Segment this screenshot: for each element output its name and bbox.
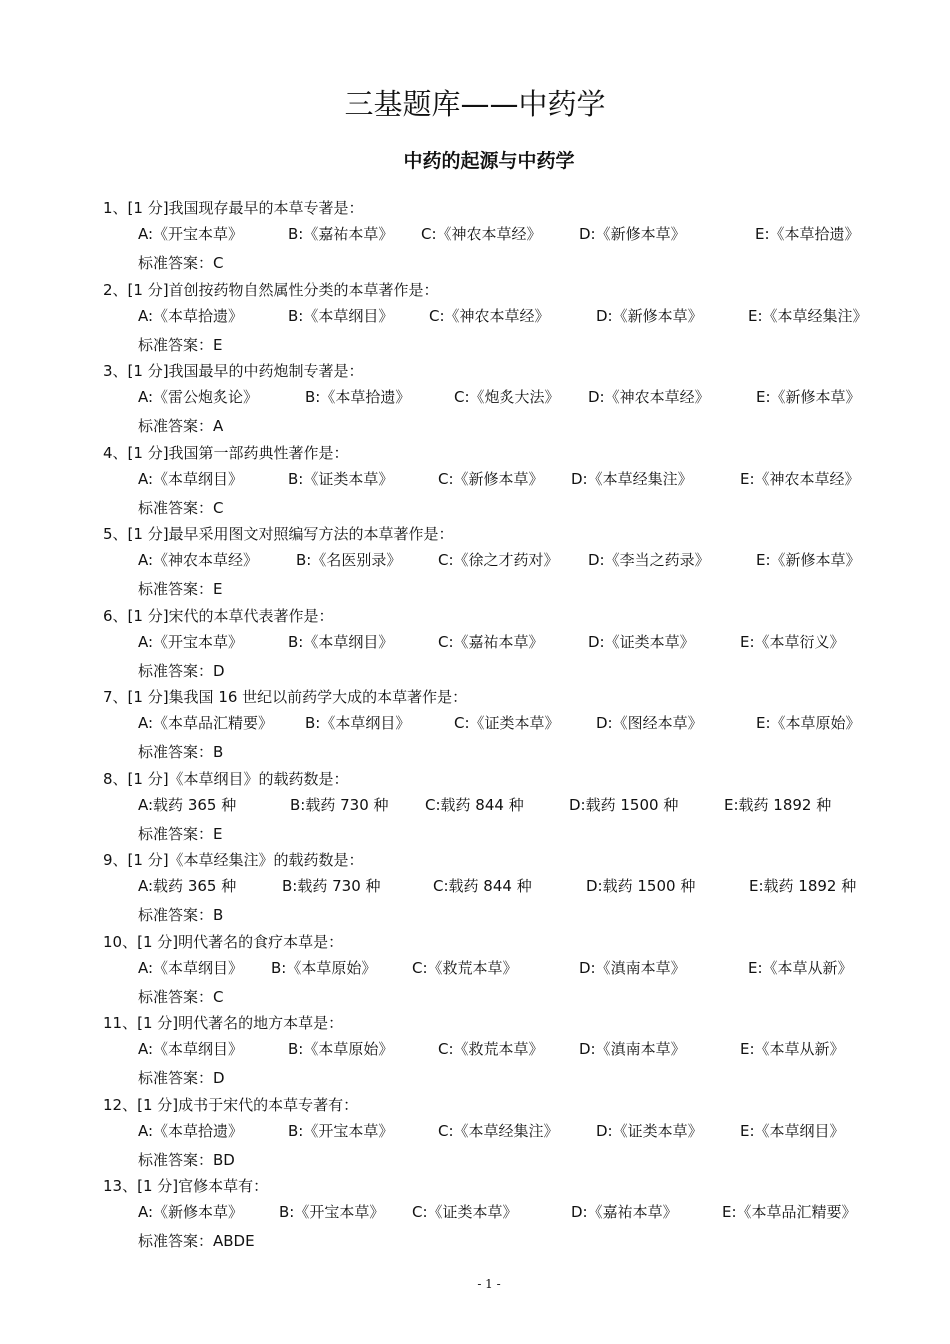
- option-c: C:载药 844 种: [425, 795, 524, 814]
- option-e: E:载药 1892 种: [724, 795, 832, 814]
- option-a: A:《本草品汇精要》: [138, 714, 274, 732]
- option-c: C:《徐之才药对》: [438, 551, 559, 569]
- standard-answer: 标准答案：E: [138, 335, 223, 354]
- option-b: B:载药 730 种: [290, 795, 389, 814]
- question-4: [103, 440, 903, 522]
- option-d: D:《本草经集注》: [571, 469, 693, 488]
- option-d: D:《李当之药录》: [588, 551, 710, 569]
- option-e: E:《新修本草》: [756, 551, 861, 569]
- standard-answer: 标准答案：ABDE: [138, 1232, 255, 1250]
- option-b: B:《开宝本草》: [279, 1203, 385, 1221]
- question-7: [103, 684, 903, 766]
- question-2: [103, 277, 903, 359]
- option-e: E:载药 1892 种: [749, 877, 857, 895]
- option-a: A:《本草拾遗》: [138, 1121, 244, 1140]
- question-9: [103, 847, 903, 929]
- option-e: E:《本草品汇精要》: [722, 1203, 857, 1221]
- standard-answer: 标准答案：E: [138, 824, 223, 843]
- option-a: A:《新修本草》: [138, 1203, 244, 1221]
- question-stem: 11、[1 分]明代著名的地方本草是：: [103, 1014, 344, 1032]
- option-d: D:《图经本草》: [596, 714, 703, 732]
- question-stem: 2、[1 分]首创按药物自然属性分类的本草著作是：: [103, 280, 439, 299]
- question-stem: 10、[1 分]明代著名的食疗本草是：: [103, 932, 344, 951]
- question-13: [103, 1173, 903, 1255]
- question-10: [103, 929, 903, 1011]
- standard-answer: 标准答案：E: [138, 580, 223, 598]
- section-title: 中药的起源与中药学: [403, 150, 575, 172]
- option-c: C:《证类本草》: [412, 1203, 518, 1221]
- option-d: D:《嘉祐本草》: [571, 1203, 678, 1221]
- option-e: E:《本草纲目》: [740, 1121, 845, 1140]
- question-8: [103, 766, 903, 848]
- option-c: C:《证类本草》: [454, 714, 560, 732]
- option-d: D:载药 1500 种: [569, 795, 679, 814]
- option-a: A:载药 365 种: [138, 795, 237, 814]
- question-stem: 7、[1 分]集我国 16 世纪以前药学大成的本草著作是：: [103, 688, 468, 706]
- standard-answer: 标准答案：D: [138, 661, 225, 680]
- option-d: D:载药 1500 种: [586, 877, 696, 895]
- question-12: [103, 1092, 903, 1174]
- question-stem: 12、[1 分]成书于宋代的本草专著有：: [103, 1095, 359, 1114]
- option-e: E:《新修本草》: [756, 388, 861, 406]
- option-d: D:《神农本草经》: [588, 388, 710, 406]
- option-e: E:《本草衍义》: [740, 632, 845, 651]
- option-c: C:《神农本草经》: [429, 306, 550, 325]
- option-b: B:《嘉祐本草》: [288, 225, 394, 243]
- option-a: A:《雷公炮炙论》: [138, 388, 259, 406]
- option-d: D:《证类本草》: [596, 1121, 703, 1140]
- standard-answer: 标准答案：B: [138, 743, 224, 761]
- option-c: C:《救荒本草》: [412, 958, 518, 977]
- option-d: D:《新修本草》: [596, 306, 703, 325]
- question-stem: 8、[1 分]《本草纲目》的载药数是：: [103, 769, 349, 788]
- option-a: A:《开宝本草》: [138, 632, 244, 651]
- standard-answer: 标准答案：C: [138, 498, 224, 517]
- standard-answer: 标准答案：C: [138, 987, 224, 1006]
- question-3: [103, 358, 903, 440]
- standard-answer: 标准答案：C: [138, 254, 224, 272]
- question-5: [103, 521, 903, 603]
- option-b: B:《本草原始》: [271, 958, 377, 977]
- option-e: E:《本草原始》: [756, 714, 861, 732]
- question-6: [103, 603, 903, 685]
- option-e: E:《本草从新》: [748, 958, 853, 977]
- standard-answer: 标准答案：D: [138, 1069, 225, 1087]
- option-c: C:《神农本草经》: [421, 225, 542, 243]
- question-stem: 13、[1 分]官修本草有：: [103, 1177, 269, 1195]
- question-stem: 3、[1 分]我国最早的中药炮制专著是：: [103, 362, 364, 380]
- option-c: C:《新修本草》: [438, 469, 544, 488]
- option-b: B:《证类本草》: [288, 469, 394, 488]
- question-stem: 6、[1 分]宋代的本草代表著作是：: [103, 606, 334, 625]
- option-b: B:《本草拾遗》: [305, 388, 411, 406]
- option-a: A:《本草纲目》: [138, 1040, 244, 1058]
- question-1: [103, 195, 903, 277]
- option-d: D:《滇南本草》: [579, 1040, 686, 1058]
- option-b: B:《本草纲目》: [288, 632, 394, 651]
- page-title: 三基题库——中药学: [344, 87, 606, 121]
- option-a: A:《开宝本草》: [138, 225, 244, 243]
- standard-answer: 标准答案：A: [138, 417, 224, 435]
- option-d: D:《证类本草》: [588, 632, 695, 651]
- question-stem: 1、[1 分]我国现存最早的本草专著是：: [103, 199, 364, 217]
- option-b: B:载药 730 种: [282, 877, 381, 895]
- option-b: B:《开宝本草》: [288, 1121, 394, 1140]
- option-e: E:《神农本草经》: [740, 469, 860, 488]
- question-stem: 4、[1 分]我国第一部药典性著作是：: [103, 443, 349, 462]
- option-e: E:《本草从新》: [740, 1040, 845, 1058]
- option-a: A:《本草纲目》: [138, 469, 244, 488]
- option-c: C:载药 844 种: [433, 877, 532, 895]
- option-c: C:《炮炙大法》: [454, 388, 560, 406]
- option-d: D:《滇南本草》: [579, 958, 686, 977]
- question-stem: 9、[1 分]《本草经集注》的载药数是：: [103, 851, 364, 869]
- standard-answer: 标准答案：BD: [138, 1150, 235, 1169]
- option-c: C:《嘉祐本草》: [438, 632, 544, 651]
- option-d: D:《新修本草》: [579, 225, 686, 243]
- option-a: A:载药 365 种: [138, 877, 237, 895]
- question-list: [103, 195, 903, 1255]
- standard-answer: 标准答案：B: [138, 906, 224, 924]
- question-11: [103, 1010, 903, 1092]
- option-e: E:《本草拾遗》: [755, 225, 860, 243]
- option-c: C:《救荒本草》: [438, 1040, 544, 1058]
- option-a: A:《神农本草经》: [138, 551, 259, 569]
- option-b: B:《本草原始》: [288, 1040, 394, 1058]
- option-a: A:《本草纲目》: [138, 958, 244, 977]
- question-stem: 5、[1 分]最早采用图文对照编写方法的本草著作是：: [103, 525, 454, 543]
- option-b: B:《本草纲目》: [305, 714, 411, 732]
- option-b: B:《名医别录》: [296, 551, 402, 569]
- option-a: A:《本草拾遗》: [138, 306, 244, 325]
- option-e: E:《本草经集注》: [748, 306, 868, 325]
- page-number: - 1 -: [477, 1277, 501, 1291]
- option-c: C:《本草经集注》: [438, 1121, 559, 1140]
- option-b: B:《本草纲目》: [288, 306, 394, 325]
